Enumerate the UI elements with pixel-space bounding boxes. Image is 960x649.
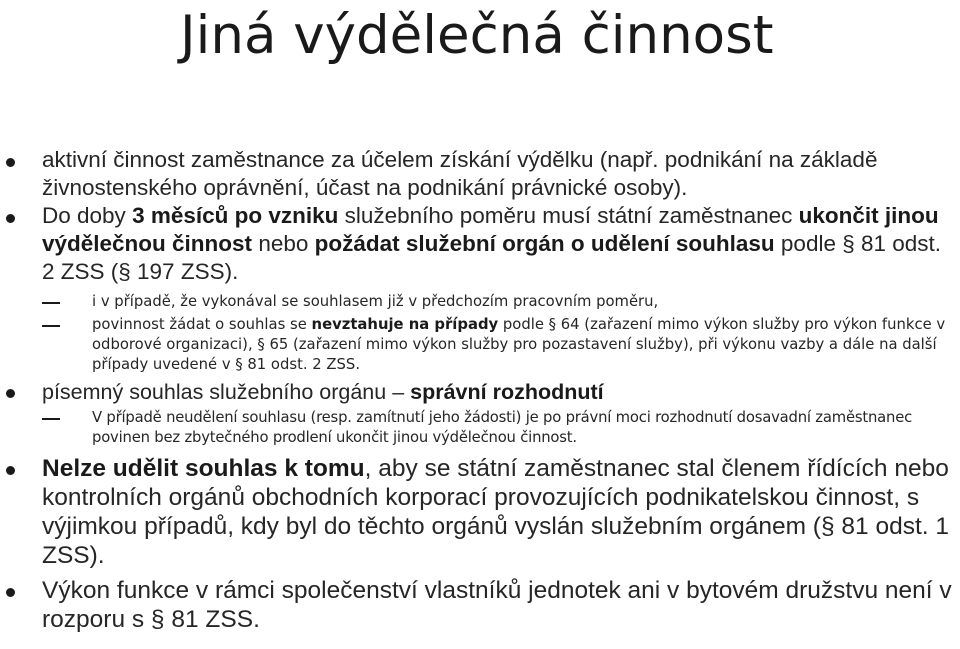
bold-text: Nelze udělit souhlas k tomu <box>42 455 365 482</box>
bold-text: správní rozhodnutí <box>410 380 604 404</box>
bullet-text: služebního poměru musí státní zaměstnanec <box>338 203 799 228</box>
bullet-dot-icon <box>6 588 15 597</box>
bullet-dot-icon <box>6 214 15 223</box>
bullet-written-consent <box>0 379 960 405</box>
subitem-text: i v případě, že vykonával se souhlasem již v předchozím pracovním poměru, <box>92 293 659 310</box>
bullet-text: , aby se státní zaměstnanec stal členem řídících nebo kontrolních orgánů obchodních korporací provozujících podnikatelskou činnost, s výjimkou případů, kdy byl do těchto orgánů vyslán služebním orgánem (§ 81 odst. 1 ZSS). <box>42 455 949 569</box>
bullet-text: písemný souhlas služebního orgánu – <box>42 380 411 404</box>
bullet-three-months <box>0 202 960 286</box>
bold-text: nevztahuje na případy <box>311 316 499 333</box>
dash-icon <box>42 418 60 420</box>
bold-text: ukončit jinou výdělečnou činnost <box>42 203 939 256</box>
bold-text: požádat služební orgán o udělení souhlasu <box>314 231 775 256</box>
bullet-text: podle § 81 odst. 2 ZSS (§ 197 ZSS). <box>42 231 942 284</box>
subitem-exceptions <box>0 315 960 375</box>
bullet-dot-icon <box>6 466 15 475</box>
bullet-active-activity <box>0 146 960 202</box>
dash-icon <box>42 302 60 304</box>
bullet-owners-association <box>0 576 960 634</box>
subitem-consent-denied <box>0 408 960 448</box>
bold-text: 3 měsíců po vzniku <box>132 203 339 228</box>
slide-title: Jiná výdělečná činnost <box>180 5 774 66</box>
bullet-dot-icon <box>6 389 15 398</box>
bullet-text: Do doby <box>42 203 133 228</box>
bullet-cannot-grant <box>0 454 960 570</box>
subitem-previous-employment <box>0 292 960 312</box>
bullet-text: Výkon funkce v rámci společenství vlastníků jednotek ani v bytovém družstvu není v rozporu s § 81 ZSS. <box>42 577 952 633</box>
bullet-text: nebo <box>252 231 315 256</box>
subitem-text: podle § 64 (zařazení mimo výkon služby pro výkon funkce v odborové organizaci), § 65 (zařazení mimo výkon služby pro pozastavení služby), při výkonu vazby a dále na další případy uvedené v § 81 odst. 2 ZSS. <box>92 316 946 373</box>
slide-content <box>0 146 960 634</box>
bullet-text: aktivní činnost zaměstnance za účelem získání výdělku (např. podnikání na základě živnostenského oprávnění, účast na podnikání právnické osoby). <box>42 147 878 200</box>
subitem-text: V případě neudělení souhlasu (resp. zamítnutí jeho žádosti) je po právní moci rozhodnutí dosavadní zaměstnanec povinen bez zbytečného prodlení ukončit jinou výdělečnou činnost. <box>92 409 913 446</box>
bullet-dot-icon <box>6 158 15 167</box>
subitem-text: povinnost žádat o souhlas se <box>92 316 312 333</box>
dash-icon <box>42 325 60 327</box>
